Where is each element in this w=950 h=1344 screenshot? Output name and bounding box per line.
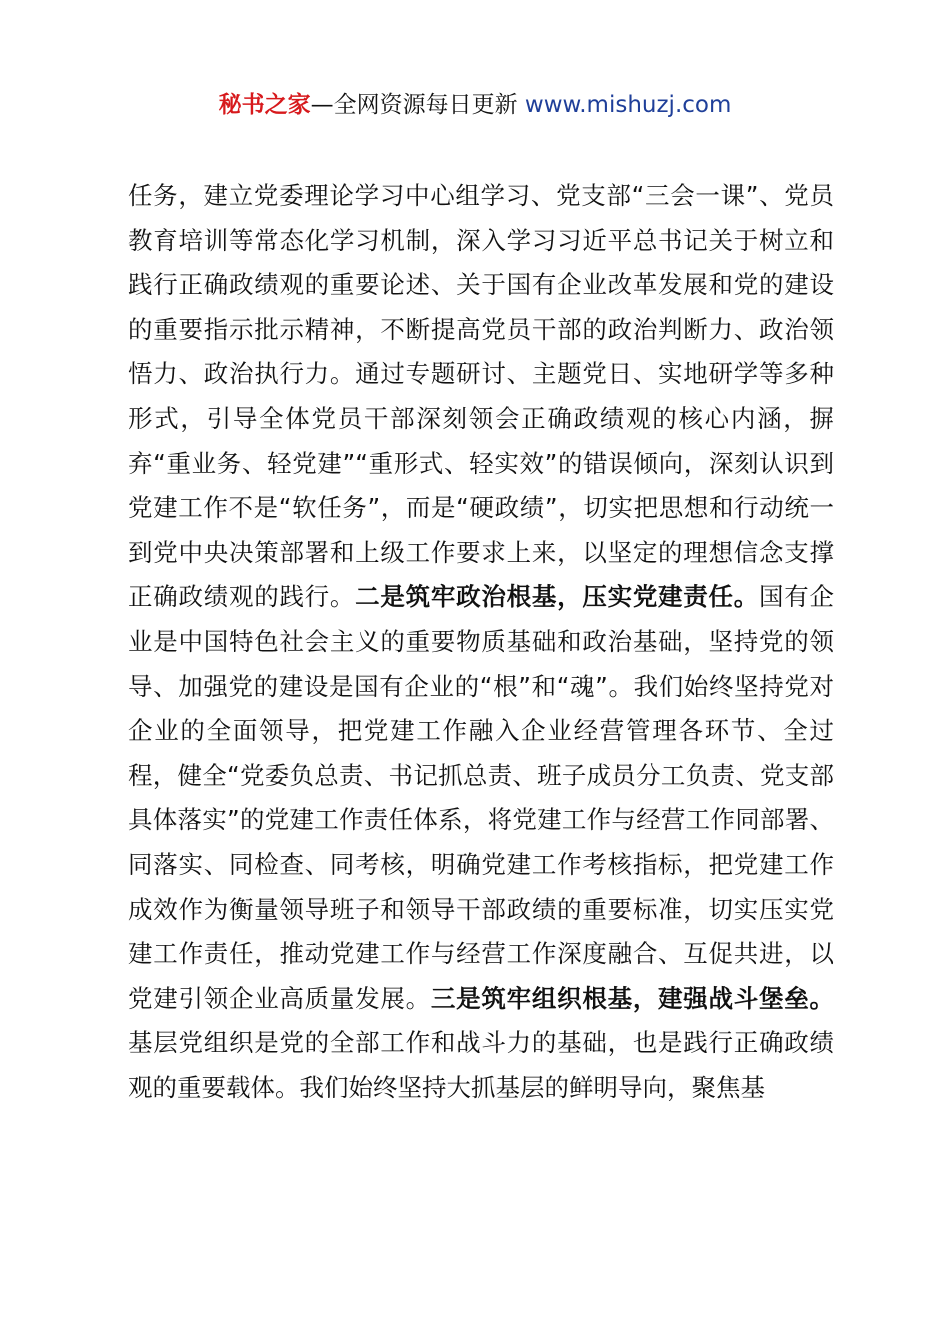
header-tagline: —全网资源每日更新	[310, 92, 518, 118]
document-body-paragraph	[128, 174, 834, 1110]
body-segment-3: 基层党组织是党的全部工作和战斗力的基础，也是践行正确政绩观的重要载体。我们始终坚持大抓基层的鲜明导向，聚焦基	[128, 1028, 834, 1102]
header-brand: 秘书之家	[218, 92, 311, 118]
section-heading-2: 二是筑牢政治根基，压实党建责任。	[355, 582, 760, 612]
page-header	[0, 88, 950, 122]
section-heading-3: 三是筑牢组织根基，建强战斗堡垒。	[430, 983, 835, 1013]
header-url-link[interactable]: www.mishuzj.com	[524, 92, 732, 118]
body-segment-2: 国有企业是中国特色社会主义的重要物质基础和政治基础，坚持党的领导、加强党的建设是国有企业的“根”和“魂”。我们始终坚持党对企业的全面领导，把党建工作融入企业经营管理各环节、全过程，健全“党委负总责、书记抓总责、班子成员分工负责、党支部具体落实”的党建工作责任体系，将党建工作与经营工作同部署、同落实、同检查、同考核，明确党建工作考核指标，把党建工作成效作为衡量领导班子和领导干部政绩的重要标准，切实压实党建工作责任，推动党建工作与经营工作深度融合、互促共进，以党建引领企业高质量发展。	[128, 582, 835, 1013]
body-segment-1: 任务，建立党委理论学习中心组学习、党支部“三会一课”、党员教育培训等常态化学习机制，深入学习习近平总书记关于树立和践行正确政绩观的重要论述、关于国有企业改革发展和党的建设的重要指示批示精神，不断提高党员干部的政治判断力、政治领悟力、政治执行力。通过专题研讨、主题党日、实地研学等多种形式，引导全体党员干部深刻领会正确政绩观的核心内涵，摒弃“重业务、轻党建”“重形式、轻实效”的错误倾向，深刻认识到党建工作不是“软任务”，而是“硬政绩”，切实把思想和行动统一到党中央决策部署和上级工作要求上来，以坚定的理想信念支撑正确政绩观的践行。	[128, 181, 834, 612]
